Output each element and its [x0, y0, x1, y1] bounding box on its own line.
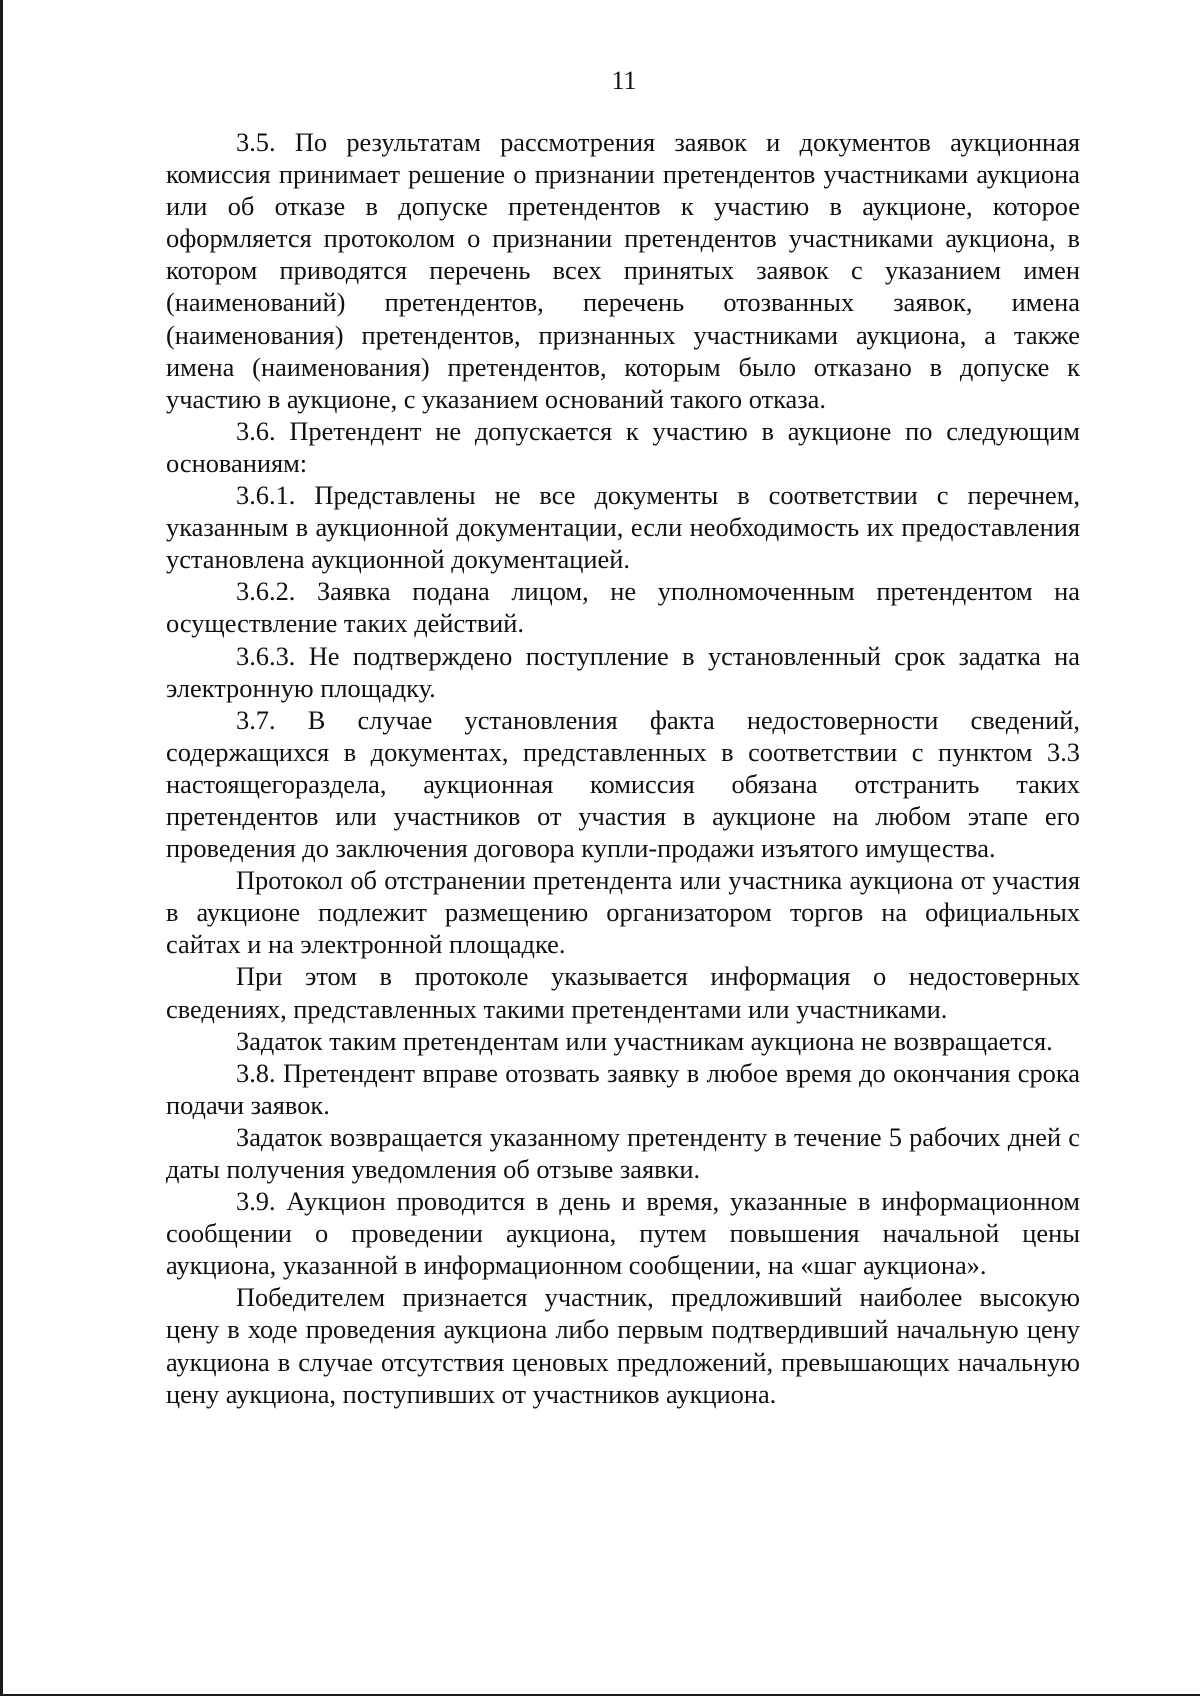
- paragraph-3-5: 3.5. По результатам рассмотрения заявок и документов аукционная комиссия принимает решение о признании претендентов участниками аукциона или об отказе в допуске претендентов к участию в аукционе, которое оформляется протоколом о признании претендентов участниками аукциона, в котором приводятся перечень всех принятых заявок с указанием имен (наименований) претендентов, перечень отозванных заявок, имена (наименования) претендентов, признанных участниками аукциона, а также имена (наименования) претендентов, которым было отказано в допуске к участию в аукционе, с указанием оснований такого отказа.: [166, 127, 1080, 414]
- paragraph-deposit-returned: Задаток возвращается указанному претенденту в течение 5 рабочих дней с даты получения уведомления об отзыве заявки.: [166, 1121, 1080, 1184]
- paragraph-deposit-not-returned: Задаток таким претендентам или участникам аукциона не возвращается.: [236, 1025, 1053, 1056]
- document-body: [166, 126, 1080, 1410]
- paragraph-removal-protocol: Протокол об отстранении претендента или участника аукциона от участия в аукционе подлежит размещению организатором торгов на официальных сайтах и на электронной площадке.: [166, 865, 1080, 960]
- paragraph-winner: Победителем признается участник, предложивший наиболее высокую цену в ходе проведения аукциона либо первым подтвердивший начальную цену аукциона в случае отсутствия ценовых предложений, превышающих начальную цену аукциона, поступивших от участников аукциона.: [166, 1282, 1080, 1409]
- paragraph-3-6-1: 3.6.1. Представлены не все документы в соответствии с перечнем, указанным в аукционной документации, если необходимость их предоставления установлена аукционной документацией.: [166, 480, 1080, 575]
- paragraph-3-7: 3.7. В случае установления факта недостоверности сведений, содержащихся в документах, представленных в соответствии с пунктом 3.3 настоящегораздела, аукционная комиссия обязана отстранить таких претендентов или участников от участия в аукционе на любом этапе его проведения до заключения договора купли-продажи изъятого имущества.: [166, 704, 1080, 864]
- scan-edge-left: [0, 0, 3, 1696]
- paragraph-protocol-info: При этом в протоколе указывается информация о недостоверных сведениях, представленных такими претендентами или участниками.: [166, 961, 1080, 1024]
- paragraph-3-8: 3.8. Претендент вправе отозвать заявку в любое время до окончания срока подачи заявок.: [166, 1057, 1080, 1120]
- paragraph-3-6: 3.6. Претендент не допускается к участию в аукционе по следующим основаниям:: [166, 415, 1080, 478]
- paragraph-3-6-3: 3.6.3. Не подтверждено поступление в установленный срок задатка на электронную площадку.: [166, 640, 1080, 703]
- page-number: 11: [611, 66, 637, 95]
- paragraph-3-9: 3.9. Аукцион проводится в день и время, указанные в информационном сообщении о проведении аукциона, путем повышения начальной цены аукциона, указанной в информационном сообщении, на «шаг аукциона».: [166, 1186, 1080, 1281]
- paragraph-3-6-2: 3.6.2. Заявка подана лицом, не уполномоченным претендентом на осуществление таких действий.: [166, 576, 1080, 639]
